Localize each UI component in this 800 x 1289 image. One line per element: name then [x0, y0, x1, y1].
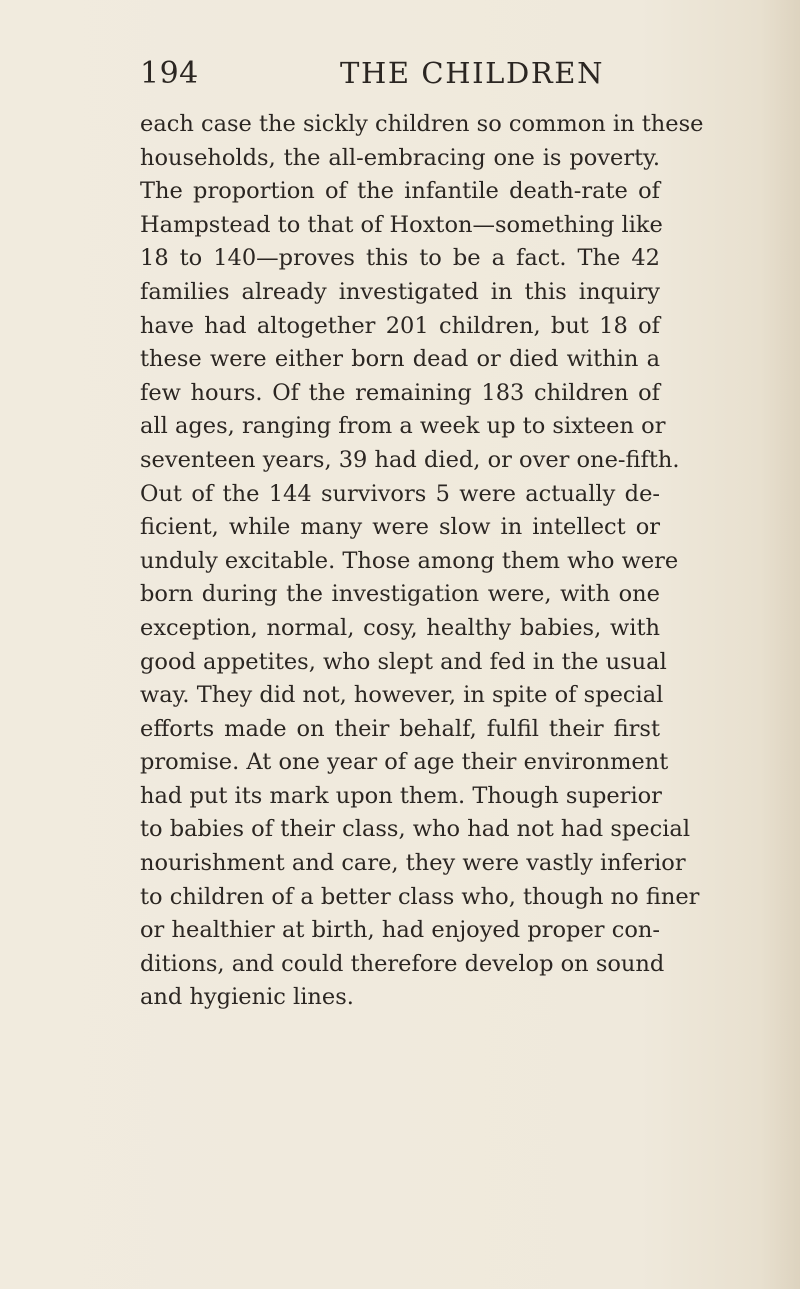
text-line: ficient, while many were slow in intellect or	[140, 514, 660, 541]
text-line: all ages, ranging from a week up to sixteen or	[140, 413, 666, 440]
text-line: exception, normal, cosy, healthy babies, with	[140, 614, 660, 641]
text-line: few hours. Of the remaining 183 children of	[140, 379, 660, 406]
text-line: families already investigated in this inquiry	[140, 278, 660, 305]
text-line: to babies of their class, who had not had special	[140, 816, 691, 843]
text-line: or healthier at birth, had enjoyed proper con-	[140, 917, 660, 944]
text-line: Hampstead to that of Hoxton—something like	[140, 211, 663, 238]
text-line: and hygienic lines.	[140, 984, 354, 1011]
running-head	[140, 56, 660, 96]
body-paragraph	[140, 108, 704, 1015]
text-line: households, the all-embracing one is poverty.	[140, 144, 660, 171]
text-line: Out of the 144 survivors 5 were actually de-	[140, 480, 660, 507]
text-line: each case the sickly children so common in these	[140, 111, 704, 137]
text-line: efforts made on their behalf, fulfil their first	[140, 715, 660, 742]
text-line: born during the investigation were, with one	[140, 581, 660, 608]
text-line: The proportion of the infantile death-rate of	[140, 178, 660, 205]
text-line: seventeen years, 39 had died, or over one-fifth.	[140, 446, 680, 473]
text-line: have had altogether 201 children, but 18 of	[140, 312, 660, 339]
text-line: way. They did not, however, in spite of special	[140, 682, 664, 709]
text-line: unduly excitable. Those among them who were	[140, 547, 679, 574]
text-line: promise. At one year of age their environment	[140, 749, 669, 776]
page-number: 194	[140, 56, 199, 91]
text-line: good appetites, who slept and fed in the usual	[140, 648, 667, 675]
running-title: THE CHILDREN	[340, 56, 605, 90]
text-line: these were either born dead or died within a	[140, 346, 660, 373]
text-line: ditions, and could therefore develop on sound	[140, 950, 665, 977]
text-line: to children of a better class who, though no finer	[140, 883, 700, 910]
text-line: had put its mark upon them. Though superior	[140, 782, 662, 809]
text-line: 18 to 140—proves this to be a fact. The 42	[140, 245, 660, 272]
text-line: nourishment and care, they were vastly inferior	[140, 850, 686, 877]
